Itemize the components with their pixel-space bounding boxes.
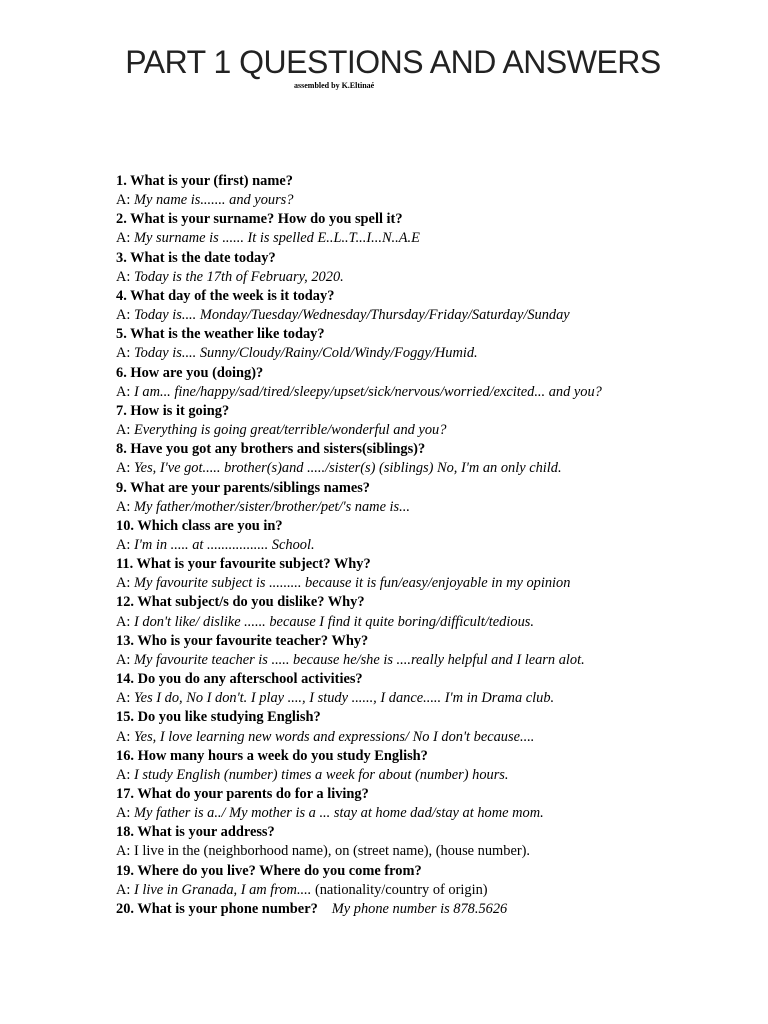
question-13 <box>116 632 756 651</box>
answer-prefix: A: <box>116 536 134 553</box>
question-text: 5. What is the weather like today? <box>116 326 325 343</box>
answer-prefix: A: <box>116 345 134 362</box>
question-1 <box>116 172 756 191</box>
answer-text: Everything is going great/terrible/wonderful and you? <box>134 422 447 439</box>
author-credit: assembled by K.Eltinaé <box>294 81 375 90</box>
answer-text: My favourite teacher is ..... because he/she is ....really helpful and I learn alot. <box>134 651 585 668</box>
answer-prefix: A: <box>116 268 134 285</box>
answer-14 <box>116 689 756 708</box>
question-text: 16. How many hours a week do you study English? <box>116 747 428 764</box>
answer-text: Today is.... Sunny/Cloudy/Rainy/Cold/Windy/Foggy/Humid. <box>134 345 478 362</box>
answer-text: I study English (number) times a week for about (number) hours. <box>134 766 509 783</box>
answer-text: I am... fine/happy/sad/tired/sleepy/upset/sick/nervous/worried/excited... and you? <box>134 383 602 400</box>
question-text: 19. Where do you live? Where do you come from? <box>116 862 422 879</box>
answer-prefix: A: <box>116 613 134 630</box>
question-10 <box>116 517 756 536</box>
question-17 <box>116 785 756 804</box>
answer-text: Yes, I've got..... brother(s)and ...../sister(s) (siblings) No, I'm an only child. <box>134 460 562 477</box>
question-text: 7. How is it going? <box>116 402 230 419</box>
question-16 <box>116 747 756 766</box>
question-8 <box>116 440 756 459</box>
answer-2 <box>116 229 756 248</box>
answer-10 <box>116 536 756 555</box>
answer-1 <box>116 191 756 210</box>
answer-text: Yes, I love learning new words and expressions/ No I don't because.... <box>134 728 535 745</box>
question-12 <box>116 593 756 612</box>
answer-text: My name is....... and yours? <box>134 192 294 209</box>
answer-text: My surname is ...... It is spelled E..L..T...I...N..A.E <box>134 230 420 247</box>
question-text: 9. What are your parents/siblings names? <box>116 479 371 496</box>
question-11 <box>116 555 756 574</box>
question-text: 11. What is your favourite subject? Why? <box>116 556 371 573</box>
question-text: 6. How are you (doing)? <box>116 364 264 381</box>
question-text: 15. Do you like studying English? <box>116 709 321 726</box>
answer-13 <box>116 651 756 670</box>
answer-text: Yes I do, No I don't. I play ...., I study ......, I dance..... I'm in Drama club. <box>134 690 555 707</box>
answer-note: (nationality/country of origin) <box>311 881 488 898</box>
answer-4 <box>116 306 756 325</box>
answer-9 <box>116 498 756 517</box>
question-9 <box>116 479 756 498</box>
question-19 <box>116 862 756 881</box>
answer-11 <box>116 574 756 593</box>
answer-prefix: A: <box>116 307 134 324</box>
question-text: 14. Do you do any afterschool activities? <box>116 671 363 688</box>
question-text: 20. What is your phone number? <box>116 900 318 917</box>
question-5 <box>116 325 756 344</box>
answer-text: Today is.... Monday/Tuesday/Wednesday/Thursday/Friday/Saturday/Sunday <box>134 307 570 324</box>
answer-text: I'm in ..... at ................. School. <box>134 536 315 553</box>
answer-text: I don't like/ dislike ...... because I find it quite boring/difficult/tedious. <box>134 613 534 630</box>
answer-prefix: A: <box>116 422 134 439</box>
answer-8 <box>116 459 756 478</box>
answer-prefix: A: <box>116 575 134 592</box>
answer-3 <box>116 268 756 287</box>
answer-text: Today is the 17th of February, 2020. <box>134 268 344 285</box>
answer-prefix: A: <box>116 651 134 668</box>
question-7 <box>116 402 756 421</box>
answer-prefix: A: <box>116 460 134 477</box>
answer-prefix: A: <box>116 843 134 860</box>
question-text: 18. What is your address? <box>116 824 275 841</box>
answer-prefix: A: <box>116 230 134 247</box>
question-6 <box>116 364 756 383</box>
answer-17 <box>116 804 756 823</box>
question-text: 2. What is your surname? How do you spell it? <box>116 211 403 228</box>
answer-6 <box>116 383 756 402</box>
question-text: 17. What do your parents do for a living? <box>116 786 369 802</box>
answer-text: My phone number is 878.5626 <box>331 900 508 917</box>
answer-text: I live in Granada, I am from.... <box>134 881 312 898</box>
question-3 <box>116 249 756 268</box>
qa-list <box>116 172 756 919</box>
answer-7 <box>116 421 756 440</box>
question-text: 8. Have you got any brothers and sisters(siblings)? <box>116 441 426 458</box>
answer-prefix: A: <box>116 805 134 822</box>
question-text: 12. What subject/s do you dislike? Why? <box>116 594 365 611</box>
answer-5 <box>116 344 756 363</box>
question-text: 3. What is the date today? <box>116 249 276 266</box>
question-18 <box>116 823 756 842</box>
answer-text: I live in the (neighborhood name), on (street name), (house number). <box>134 843 531 860</box>
question-15 <box>116 708 756 727</box>
answer-prefix: A: <box>116 383 134 400</box>
question-20 <box>116 900 756 919</box>
answer-text: My favourite subject is ......... because it is fun/easy/enjoyable in my opinion <box>134 575 571 592</box>
question-text: 4. What day of the week is it today? <box>116 287 335 304</box>
answer-text: My father is a../ My mother is a ... stay at home dad/stay at home mom. <box>134 805 544 822</box>
answer-prefix: A: <box>116 766 134 783</box>
answer-prefix: A: <box>116 728 134 745</box>
question-text: 1. What is your (first) name? <box>116 173 293 189</box>
answer-prefix: A: <box>116 881 134 898</box>
question-text: 10. Which class are you in? <box>116 517 283 534</box>
answer-prefix: A: <box>116 192 134 209</box>
answer-18 <box>116 842 756 861</box>
answer-text: My father/mother/sister/brother/pet/'s name is... <box>134 498 410 515</box>
question-4 <box>116 287 756 306</box>
answer-16 <box>116 766 756 785</box>
answer-prefix: A: <box>116 498 134 515</box>
answer-prefix: A: <box>116 690 134 707</box>
page-title: PART 1 QUESTIONS AND ANSWERS <box>125 43 661 81</box>
answer-15 <box>116 728 756 747</box>
answer-19 <box>116 881 756 900</box>
question-2 <box>116 210 756 229</box>
question-text: 13. Who is your favourite teacher? Why? <box>116 632 369 649</box>
answer-12 <box>116 613 756 632</box>
question-14 <box>116 670 756 689</box>
